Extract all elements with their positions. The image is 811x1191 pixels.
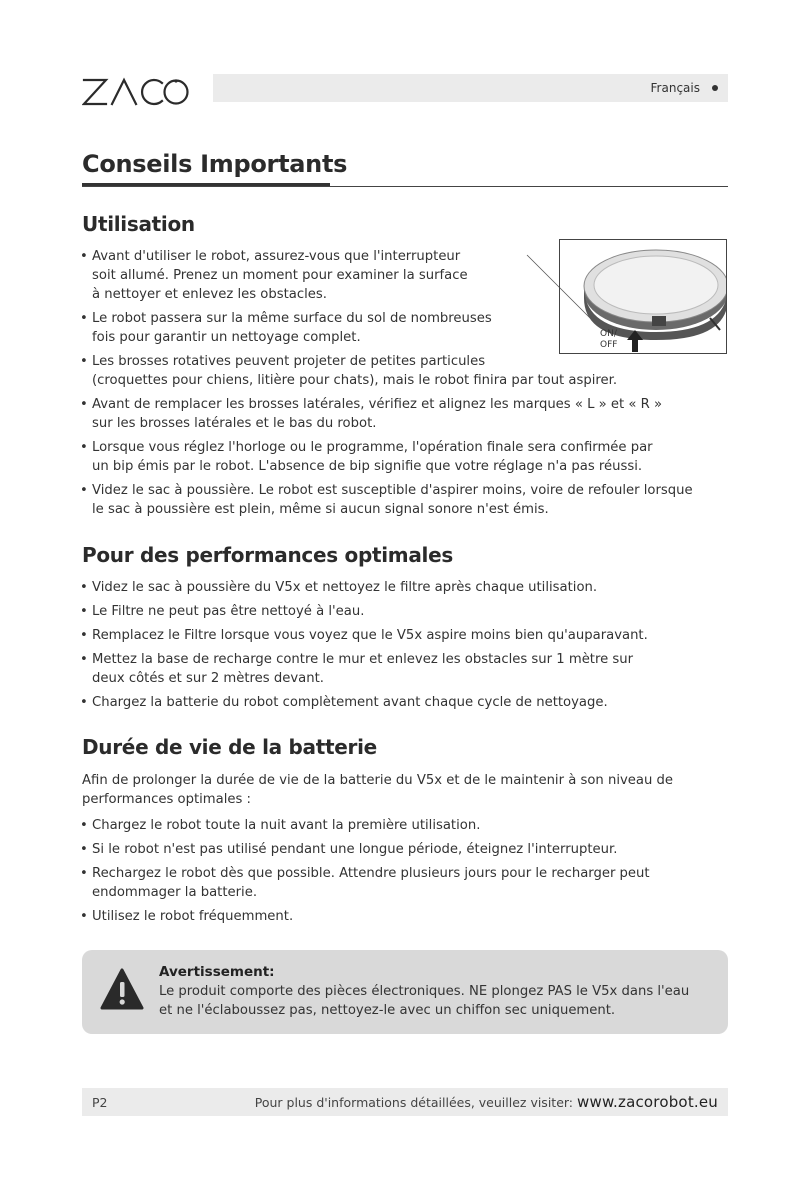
list-item: • Le robot passera sur la même surface du sol de nombreuses fois pour garantir un nettoyage complet. bbox=[80, 309, 730, 347]
list-item: • Rechargez le robot dès que possible. Attendre plusieurs jours pour le recharger peut endommager la batterie. bbox=[80, 864, 730, 902]
list-item: • Si le robot n'est pas utilisé pendant une longue période, éteignez l'interrupteur. bbox=[80, 840, 730, 859]
zaco-logo bbox=[82, 70, 192, 110]
page-number: P2 bbox=[92, 1094, 108, 1110]
title-rule bbox=[82, 186, 728, 187]
performances-list bbox=[80, 578, 730, 717]
list-item: • Le Filtre ne peut pas être nettoyé à l'eau. bbox=[80, 602, 730, 621]
language-label: Français bbox=[650, 81, 700, 95]
language-dot bbox=[712, 85, 718, 91]
list-item: • Chargez le robot toute la nuit avant la première utilisation. bbox=[80, 816, 730, 835]
robot-vacuum-illustration bbox=[560, 240, 726, 353]
footer-bar bbox=[82, 1088, 728, 1116]
warning-icon bbox=[100, 968, 144, 1012]
list-item: • Videz le sac à poussière du V5x et nettoyez le filtre après chaque utilisation. bbox=[80, 578, 730, 597]
language-bar bbox=[213, 74, 728, 102]
warning-box bbox=[82, 950, 728, 1034]
switch-label-off: OFF bbox=[600, 340, 618, 350]
batterie-list bbox=[80, 816, 730, 931]
list-item: • Videz le sac à poussière. Le robot est susceptible d'aspirer moins, voire de refouler lorsque le sac à poussière est plein, même si aucun signal sonore n'est émis. bbox=[80, 481, 730, 519]
section-heading-performances: Pour des performances optimales bbox=[82, 543, 453, 567]
warning-title: Avertissement: bbox=[159, 964, 275, 980]
warning-text: Le produit comporte des pièces électroniques. NE plongez PAS le V5x dans l'eau et ne l'éclaboussez pas, nettoyez-le avec un chiffon sec uniquement. bbox=[159, 984, 690, 1018]
list-item: • Utilisez le robot fréquemment. bbox=[80, 907, 730, 926]
page-title: Conseils Importants bbox=[82, 150, 348, 178]
list-item: • Mettez la base de recharge contre le mur et enlevez les obstacles sur 1 mètre sur deux côtés et sur 2 mètres devant. bbox=[80, 650, 730, 688]
list-item: • Remplacez le Filtre lorsque vous voyez que le V5x aspire moins bien qu'auparavant. bbox=[80, 626, 730, 645]
list-item: • Avant de remplacer les brosses latérales, vérifiez et alignez les marques « L » et « R » sur les brosses latérales et le bas du robot. bbox=[80, 395, 730, 433]
footer-info bbox=[255, 1093, 718, 1111]
section-heading-batterie: Durée de vie de la batterie bbox=[82, 735, 377, 759]
batterie-intro: Afin de prolonger la durée de vie de la batterie du V5x et de le maintenir à son niveau de performances optimales : bbox=[82, 773, 674, 807]
website-link[interactable]: www.zacorobot.eu bbox=[577, 1093, 718, 1111]
list-item: • Les brosses rotatives peuvent projeter de petites particules (croquettes pour chiens, litière pour chats), mais le robot finira par tout aspirer. bbox=[80, 352, 730, 390]
list-item: • Avant d'utiliser le robot, assurez-vous que l'interrupteur soit allumé. Prenez un moment pour examiner la surface à nettoyer et enlevez les obstacles. bbox=[80, 247, 730, 304]
list-item: • Chargez la batterie du robot complètement avant chaque cycle de nettoyage. bbox=[80, 693, 730, 712]
zaco-logo-mark bbox=[82, 70, 192, 110]
section-heading-utilisation: Utilisation bbox=[82, 212, 195, 236]
footer-info-text: Pour plus d'informations détaillées, veuillez visiter: bbox=[254, 1095, 574, 1110]
robot-figure bbox=[559, 239, 727, 354]
list-item: • Lorsque vous réglez l'horloge ou le programme, l'opération finale sera confirmée par un bip émis par le robot. L'absence de bip signifie que votre réglage n'a pas réussi. bbox=[80, 438, 730, 476]
switch-label-on: ON/ bbox=[600, 329, 617, 339]
